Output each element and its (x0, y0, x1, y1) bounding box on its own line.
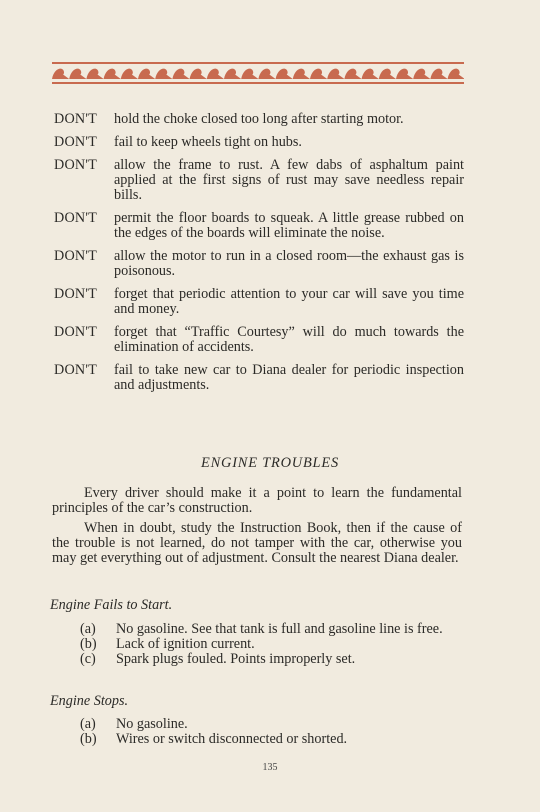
item-label: (a) (80, 621, 96, 637)
wave-scroll-icon (276, 69, 293, 79)
item-text: Lack of ignition current. (116, 636, 255, 652)
dont-text: hold the choke closed too long after starting motor. (114, 111, 404, 127)
dont-item (54, 211, 464, 241)
list-item (80, 622, 462, 637)
wave-scroll-icon (310, 69, 327, 79)
wave-scroll-icon (155, 69, 172, 79)
list-item (80, 637, 462, 652)
dont-keyword: DON'T (54, 157, 97, 173)
wave-scroll-icon (344, 69, 361, 79)
wave-scroll-icon (327, 69, 344, 79)
dont-item (54, 325, 464, 355)
wave-scroll-icon (379, 69, 396, 79)
intro-paragraph (52, 486, 462, 516)
dont-text: allow the motor to run in a closed room—the exhaust gas is poisonous. (114, 248, 464, 279)
dont-keyword: DON'T (54, 324, 97, 340)
wave-scroll-icon (293, 69, 310, 79)
dont-item (54, 158, 464, 203)
wave-scroll-icon (86, 69, 103, 79)
wave-scroll-icon (430, 69, 447, 79)
dont-text: fail to keep wheels tight on hubs. (114, 134, 302, 150)
paragraph-text: Every driver should make it a point to learn the fundamental principles of the car’s construction. (52, 485, 462, 516)
paragraph-text: When in doubt, study the Instruction Book, then if the cause of the trouble is not learned, do not tamper with the car, otherwise you may get everything out of adjustment. Consult the nearest Diana dealer. (52, 520, 462, 566)
wave-scroll-icon (241, 69, 258, 79)
item-text: No gasoline. See that tank is full and gasoline line is free. (116, 621, 443, 637)
wave-ornament-icon (52, 64, 464, 82)
item-text: Spark plugs fouled. Points improperly set. (116, 651, 356, 667)
item-text: Wires or switch disconnected or shorted. (116, 731, 348, 747)
advice-paragraph (52, 521, 462, 566)
list-item (80, 652, 462, 667)
subheading-fails-to-start: Engine Fails to Start. (50, 597, 173, 613)
dont-item (54, 249, 464, 279)
page-number: 135 (262, 762, 278, 773)
dont-item (54, 135, 464, 150)
wave-scroll-icon (121, 69, 138, 79)
item-label: (a) (80, 716, 96, 732)
wave-scroll-icon (413, 69, 430, 79)
wave-scroll-icon (396, 69, 413, 79)
dont-text: fail to take new car to Diana dealer for periodic inspection and adjustments. (114, 362, 464, 393)
wave-scroll-icon (172, 69, 189, 79)
donts-list (54, 112, 464, 401)
wave-scroll-icon (69, 69, 86, 79)
dont-keyword: DON'T (54, 210, 97, 226)
engine-stops-list (80, 717, 462, 747)
item-text: No gasoline. (116, 716, 188, 732)
wave-scroll-icon (104, 69, 121, 79)
wave-scroll-icon (224, 69, 241, 79)
dont-text: forget that periodic attention to your car will save you time and money. (114, 286, 464, 317)
list-item (80, 717, 462, 732)
fails-to-start-list (80, 622, 462, 667)
decorative-wave-border (52, 62, 464, 84)
wave-scroll-icon (52, 69, 69, 79)
item-label: (b) (80, 731, 97, 747)
wave-scroll-icon (448, 69, 464, 79)
dont-text: allow the frame to rust. A few dabs of asphaltum paint applied at the first signs of rust may save needless repair bills. (114, 157, 464, 203)
dont-keyword: DON'T (54, 134, 97, 150)
dont-keyword: DON'T (54, 248, 97, 264)
dont-item (54, 112, 464, 127)
dont-item (54, 363, 464, 393)
dont-item (54, 287, 464, 317)
section-heading: ENGINE TROUBLES (201, 455, 339, 471)
subheading-engine-stops: Engine Stops. (50, 693, 129, 709)
dont-keyword: DON'T (54, 362, 97, 378)
dont-text: permit the floor boards to squeak. A little grease rubbed on the edges of the boards will eliminate the noise. (114, 210, 464, 241)
dont-keyword: DON'T (54, 286, 97, 302)
wave-scroll-icon (258, 69, 275, 79)
wave-scroll-icon (362, 69, 379, 79)
wave-scroll-icon (138, 69, 155, 79)
wave-scroll-icon (207, 69, 224, 79)
dont-keyword: DON'T (54, 111, 97, 127)
wave-scroll-icon (190, 69, 207, 79)
list-item (80, 732, 462, 747)
item-label: (c) (80, 651, 96, 667)
dont-text: forget that “Traffic Courtesy” will do much towards the elimination of accidents. (114, 324, 464, 355)
item-label: (b) (80, 636, 97, 652)
